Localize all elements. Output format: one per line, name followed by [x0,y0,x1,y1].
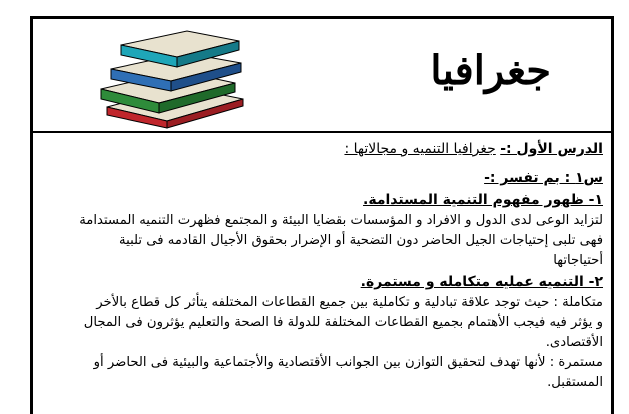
item2-line: المستقبل. [547,375,603,390]
item1-line: فهى تلبى إحتياجات الجيل الحاضر دون التضحية أو الإضرار بحقوق الأجيال القادمه فى تلبية [119,233,603,248]
item2-line: و يؤثر فيه فيجب الأهتمام بجميع القطاعات المختلفة للدولة فا الصحة والتعليم يؤثرون فى المجال [83,315,603,330]
lesson-label: الدرس الأول :- [500,141,603,157]
header-section [33,19,611,133]
lesson-content [39,137,603,393]
item2-line: الأقتصادى. [545,335,603,350]
item1-heading: ١- ظهور مفهوم التنمية المستدامة. [363,192,603,208]
lesson-topic: جغرافيا التنميه و مجالاتها : [344,141,496,157]
document-page [30,16,614,414]
page-title: جغرافيا [430,47,551,94]
item1-line: لتزايد الوعى لدى الدول و الافراد و المؤسسات بقضايا البيئة و المجتمع فظهرت التنميه المستدامة [79,213,603,228]
item2-heading: ٢- التنميه عمليه متكامله و مستمرة. [360,274,603,290]
books-stack-icon [97,29,249,129]
lesson-heading [39,137,603,161]
item2-line: مستمرة : لأنها تهدف لتحقيق التوازن بين الجوانب الأقتصادية والأجتماعية والبيئية فى الحاضر أو [93,355,603,370]
item2-line: متكاملة : حيث توجد علاقة تبادلية و تكاملية بين جميع القطاعات المختلفه يتأثر كل قطاع بالأخر [96,295,603,310]
item1-line: أحتياجاتها [553,253,603,268]
question-label: س١ : بم تفسر :- [484,170,603,186]
